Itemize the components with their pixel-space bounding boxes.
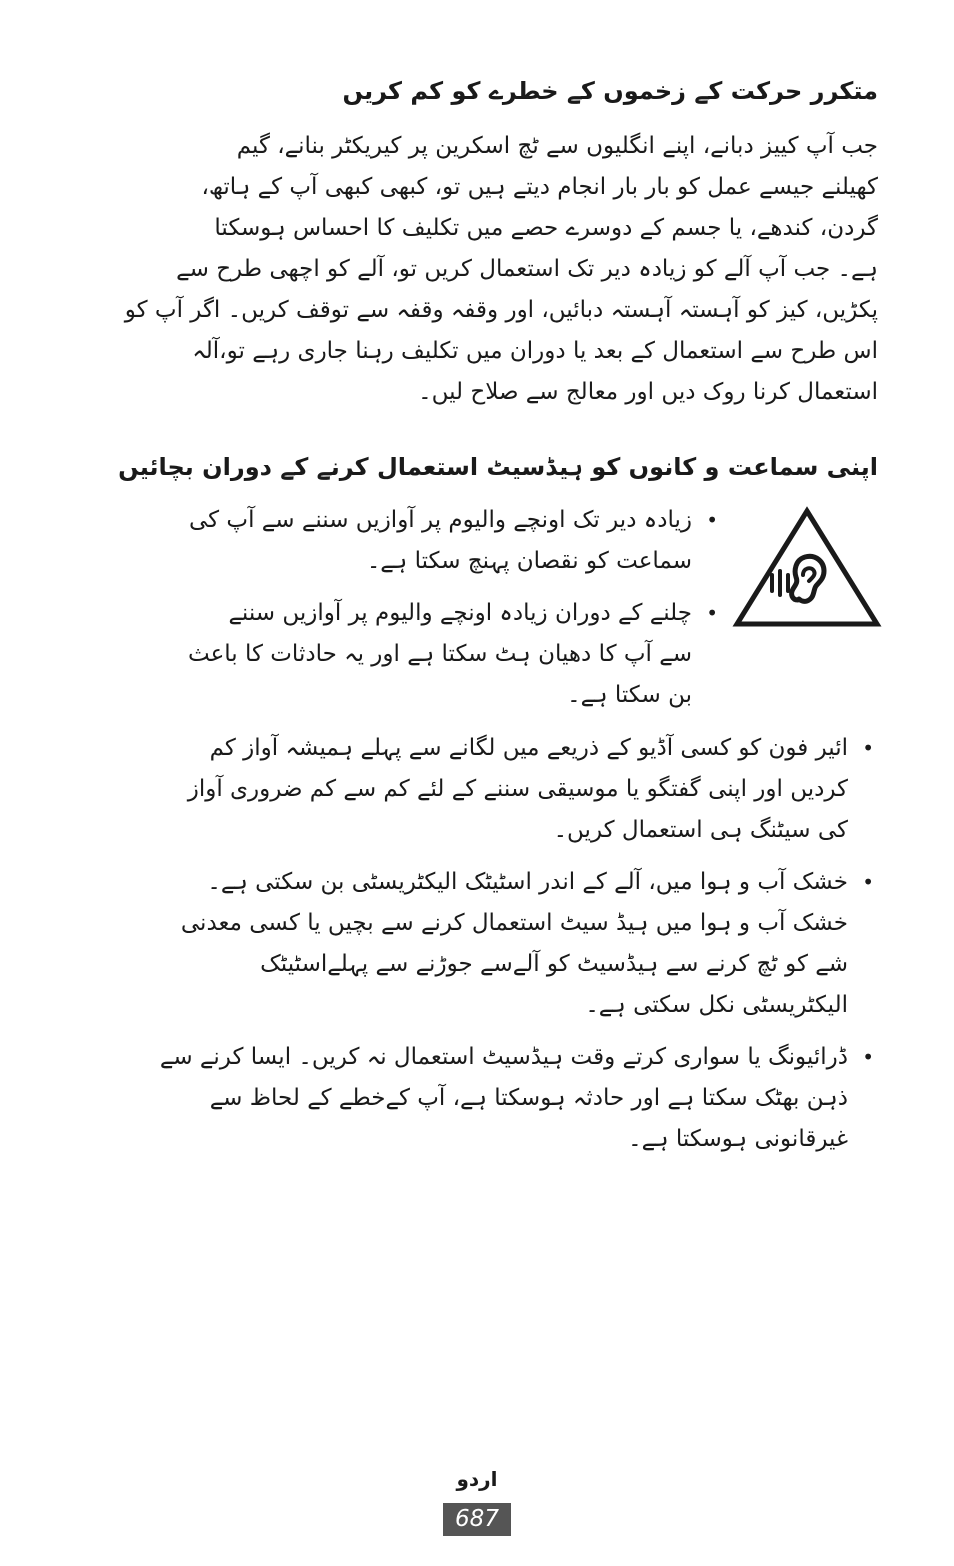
list-item xyxy=(122,500,722,582)
bullet-line: غیرقانونی ہوسکتا ہے۔ xyxy=(628,1126,848,1152)
repetitive-motion-paragraph xyxy=(68,126,878,413)
paragraph-line: جب آپ کییز دبانے، اپنے انگلیوں سے ٹچ اسکرین پر کیریکٹر بنانے، گیم xyxy=(236,133,878,159)
bullet-line: کردیں اور اپنی گفتگو یا موسیقی سننے کے لئے کم سے کم ضروری آواز xyxy=(187,776,848,802)
bullet-line: خشک آب و ہوا میں، آلے کے اندر اسٹیٹک الیکٹریسٹی بن سکتی ہے۔ xyxy=(207,869,848,895)
bullet-point: • xyxy=(862,1045,874,1069)
bullet-line: خشک آب و ہوا میں ہیڈ سیٹ استعمال کرنے سے بچیں یا کسی معدنی xyxy=(180,910,848,936)
paragraph-line: استعمال کرنا روک دیں اور معالج سے صلاح لیں۔ xyxy=(418,379,878,405)
bullet-line: کی سیٹنگ ہی استعمال کریں۔ xyxy=(553,817,848,843)
paragraph-line: ہے۔ جب آپ آلے کو زیادہ دیر تک استعمال کریں تو، آلے کو اچھی طرح سے xyxy=(176,256,878,282)
paragraph-line: اس طرح سے استعمال کے بعد یا دوران میں تکلیف رہنا جاری رہے تو،آلہ xyxy=(192,338,878,364)
section-heading-repetitive-motion: متکرر حرکت کے زخموں کے خطرے کو کم کریں xyxy=(342,77,878,105)
list-item xyxy=(122,593,722,716)
bullet-line: ڈرائیونگ یا سواری کرتے وقت ہیڈسیٹ استعمال نہ کریں۔ ایسا کرنے سے xyxy=(159,1044,848,1070)
bullet-line: ذہن بھٹک سکتا ہے اور حادثہ ہوسکتا ہے، آپ کےخطے کے لحاظ سے xyxy=(209,1085,848,1111)
bullet-point: • xyxy=(706,601,718,625)
paragraph-line: کھیلنے جیسے عمل کو بار بار انجام دیتے ہیں تو، کبھی کبھی آپ کے ہاتھ، xyxy=(201,174,878,200)
bullet-line: سماعت کو نقصان پہنچ سکتا ہے۔ xyxy=(366,548,692,574)
bullet-line: الیکٹریسٹی نکل سکتی ہے۔ xyxy=(585,992,848,1018)
bullet-line: ائیر فون کو کسی آڈیو کے ذریعے میں لگانے سے پہلے ہمیشہ آواز کم xyxy=(209,735,848,761)
bullet-line: سے آپ کا دھیان ہٹ سکتا ہے اور یہ حادثات کا باعث xyxy=(187,641,692,667)
ear-warning-icon xyxy=(732,505,882,630)
bullet-point: • xyxy=(862,736,874,760)
bullet-point: • xyxy=(862,870,874,894)
headset-safety-bullet-list xyxy=(78,728,878,1160)
paragraph-line: گردن، کندھے، یا جسم کے دوسرے حصے میں تکلیف کا احساس ہوسکتا xyxy=(214,215,878,241)
hearing-bullet-list xyxy=(122,500,722,716)
bullet-point: • xyxy=(706,508,718,532)
bullet-line: شے کو ٹچ کرنے سے ہیڈسیٹ کو آلےسے جوڑنے سے پہلےاسٹیٹک xyxy=(260,951,848,977)
paragraph-line: پکڑیں، کیز کو آہستہ آہستہ دبائیں، اور وقفہ وقفہ سے توقف کریں۔ اگر آپ کو xyxy=(124,297,878,323)
section-heading-protect-hearing: اپنی سماعت و کانوں کو ہیڈسیٹ استعمال کرنے کے دوران بچائیں xyxy=(118,453,878,481)
bullet-line: زیادہ دیر تک اونچے والیوم پر آوازیں سننے سے آپ کی xyxy=(189,507,692,533)
list-item xyxy=(78,862,878,1026)
bullet-line: چلنے کے دوران زیادہ اونچے والیوم پر آوازیں سننے xyxy=(228,600,692,626)
list-item xyxy=(78,728,878,851)
page-number-badge: 687 xyxy=(443,1503,511,1536)
list-item xyxy=(78,1037,878,1160)
footer-language-label: اردو xyxy=(456,1467,498,1491)
bullet-line: بن سکتا ہے۔ xyxy=(567,682,692,708)
